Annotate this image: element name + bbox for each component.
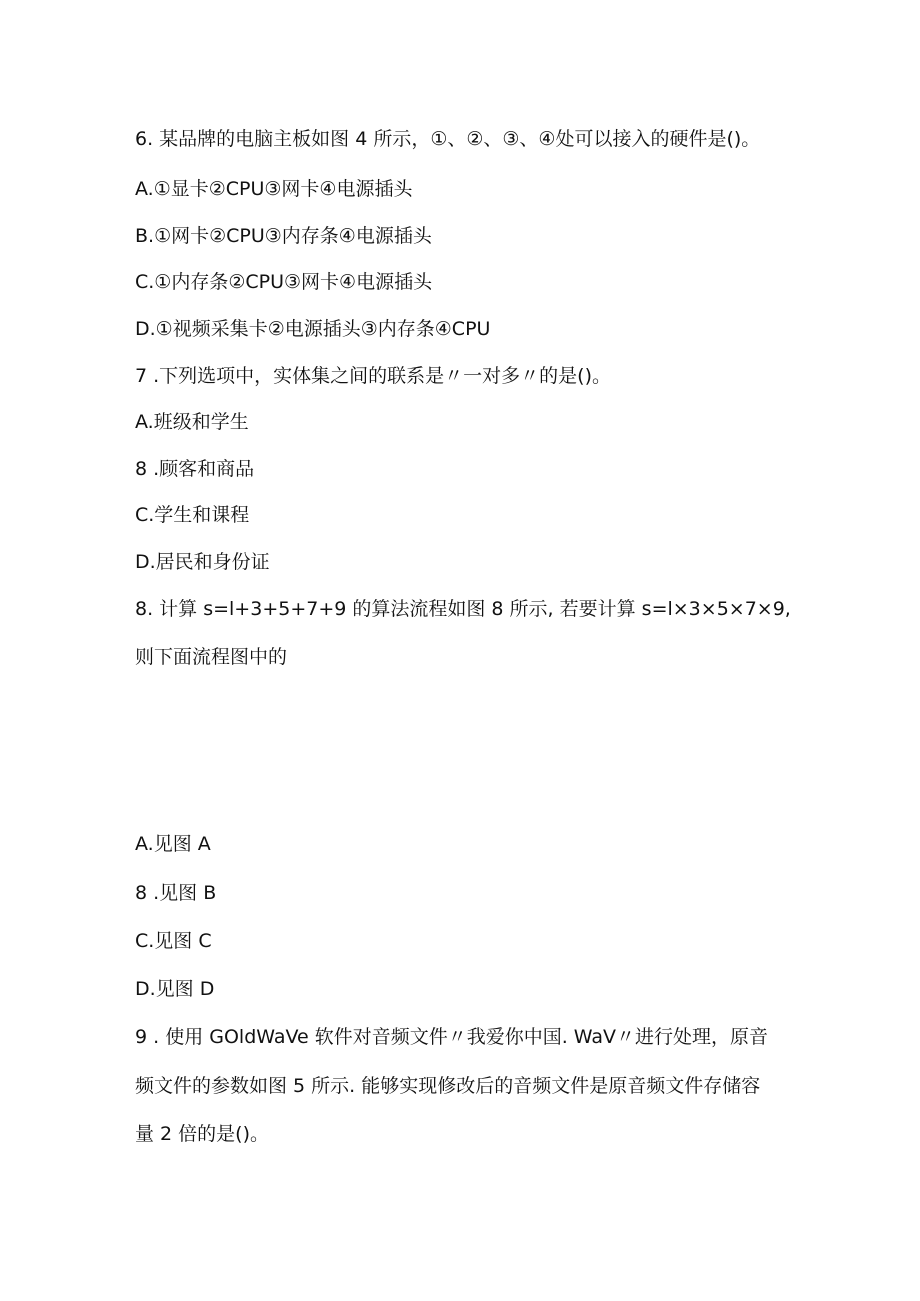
question-7-option-b: 8 .顾客和商品 (135, 458, 255, 480)
question-8-option-a: A.见图 A (135, 833, 211, 855)
question-6-option-b: B.①网卡②CPU③内存条④电源插头 (135, 225, 432, 247)
question-6-option-c: C.①内存条②CPU③网卡④电源插头 (135, 271, 433, 293)
question-7-stem: 7 .下列选项中，实体集之间的联系是〃一对多〃的是()。 (135, 365, 611, 387)
question-9-stem-end: 量 2 倍的是()。 (135, 1123, 269, 1145)
question-7-option-c: C.学生和课程 (135, 504, 250, 526)
question-7-option-d: D.居民和身份证 (135, 551, 270, 573)
question-8-stem: 8. 计算 s=l+3+5+7+9 的算法流程如图 8 所示, 若要计算 s=l×3×5×7×9, (135, 598, 791, 620)
question-9-stem: 9 . 使用 GOldWaVe 软件对音频文件〃我爱你中国. WaV〃进行处理，原音 (135, 1026, 769, 1048)
question-8-option-b: 8 .见图 B (135, 882, 217, 904)
question-6-stem: 6. 某品牌的电脑主板如图 4 所示，①、②、③、④处可以接入的硬件是()。 (135, 128, 761, 150)
question-8-stem-continued: 则下面流程图中的 (135, 646, 288, 668)
question-9-stem-continued: 频文件的参数如图 5 所示. 能够实现修改后的音频文件是原音频文件存储容 (135, 1075, 761, 1097)
question-6-option-d: D.①视频采集卡②电源插头③内存条④CPU (135, 318, 491, 340)
question-8-option-d: D.见图 D (135, 978, 215, 1000)
question-7-option-a: A.班级和学生 (135, 411, 249, 433)
question-6-option-a: A.①显卡②CPU③网卡④电源插头 (135, 178, 413, 200)
question-8-option-c: C.见图 C (135, 930, 212, 952)
